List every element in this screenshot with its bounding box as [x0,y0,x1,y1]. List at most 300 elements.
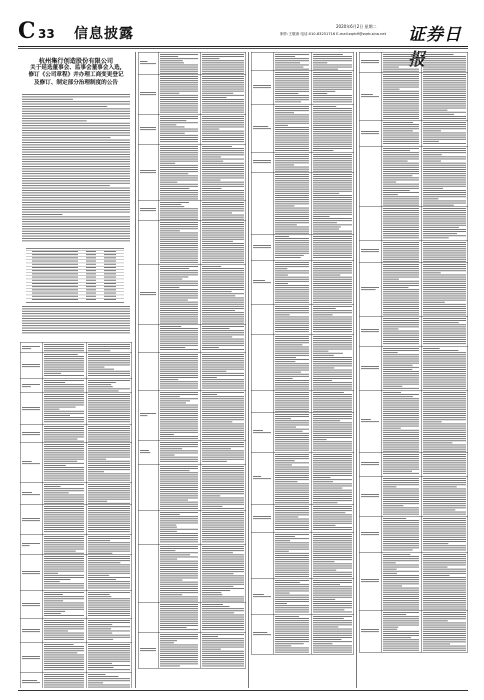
text-line [313,363,352,364]
text-line [202,295,235,296]
text-line [275,460,295,461]
section-title: 信息披露 [74,26,134,42]
text-line [202,300,244,301]
text-line [160,365,198,366]
text-line [423,400,466,401]
text-line [88,373,130,374]
text-line [202,334,244,335]
text-line [383,293,419,294]
text-line [88,365,130,366]
text-line [423,122,466,123]
text-line [160,308,198,309]
text-line [423,143,466,144]
text-line [88,409,130,410]
text-line [313,512,345,513]
text-line [423,335,466,336]
text-line [22,494,40,495]
text-line [22,123,130,124]
text-line [160,571,198,572]
text-line [383,225,419,226]
text-line [423,106,466,107]
text-line [383,456,419,457]
text-line [202,188,221,189]
text-line [202,341,244,342]
text-line [423,535,466,536]
text-line [275,465,292,466]
text-line [383,465,419,466]
text-line [202,535,244,536]
text-line [44,461,77,462]
text-line [313,171,352,172]
text-line [202,578,244,579]
text-line [383,415,419,416]
text-line [44,373,61,374]
text-line [22,101,130,102]
text-line [160,208,198,209]
text-line [275,178,309,179]
text-line [275,542,309,543]
text-line [202,241,233,242]
text-line [275,95,309,96]
text-line [32,264,78,265]
text-line [313,481,333,482]
text-line [202,424,244,425]
text-line [313,233,352,234]
text-line [383,543,419,544]
text-line [44,637,84,638]
text-line [44,527,84,528]
text-line [88,432,130,433]
text-line [423,377,466,378]
text-line [423,175,466,176]
text-line [383,56,419,57]
text-line [202,204,244,205]
column-divider [135,52,136,688]
table-rule [158,52,159,668]
text-line [160,127,185,128]
text-line [423,520,466,521]
text-line [160,448,182,449]
text-line [202,146,232,147]
text-line [383,283,419,284]
text-line [383,302,419,303]
text-line [202,386,244,387]
text-line [160,520,198,521]
text-line [423,190,466,191]
text-line [140,210,156,211]
text-line [22,180,130,181]
text-line [275,125,288,126]
table-rule [138,544,246,545]
text-line [22,142,130,143]
text-line [160,287,179,288]
text-line [202,73,244,74]
text-line [160,617,198,618]
text-line [44,577,84,578]
text-line [44,644,74,645]
text-line [313,357,352,358]
text-line [22,176,130,177]
text-line [22,219,130,220]
text-line [44,413,84,414]
text-line [44,562,84,563]
text-line [202,91,244,92]
text-line [423,469,466,470]
text-line [44,569,84,570]
text-line [253,282,271,283]
text-line [160,316,198,317]
text-line [361,496,379,497]
text-line [160,373,198,374]
text-line [202,383,244,384]
table-rule [251,52,252,654]
text-line [44,384,84,385]
text-line [383,565,419,566]
text-line [104,286,116,287]
text-line [275,427,296,428]
text-line [202,649,221,650]
text-line [275,340,309,341]
text-line [88,661,130,662]
text-line [383,486,396,487]
text-line [313,361,352,362]
text-line [202,137,244,138]
text-line [423,216,466,217]
text-line [383,547,419,548]
text-line [383,590,419,591]
text-line [44,398,84,399]
text-line [202,466,244,467]
text-line [383,74,419,75]
text-line [383,331,419,332]
text-line [313,162,352,163]
text-line [160,502,198,503]
text-line [275,407,309,408]
text-line [88,588,130,589]
text-line [275,605,309,606]
text-line [383,495,419,496]
text-line [383,171,419,172]
text-line [202,377,217,378]
text-line [275,435,309,436]
text-line [275,110,309,111]
text-line [32,273,78,274]
text-line [160,450,198,451]
text-line [202,479,244,480]
text-line [313,500,352,501]
text-line [22,545,30,546]
text-line [423,456,466,457]
text-line [383,384,419,385]
text-line [160,533,198,534]
text-line [160,295,198,296]
table-rule [20,554,132,555]
text-line [423,350,458,351]
table-rule [20,352,132,353]
text-line [88,644,130,645]
text-line [313,601,352,602]
text-line [383,396,413,397]
text-line [202,625,244,626]
text-line [275,114,309,115]
text-line [160,175,198,176]
text-line [313,620,352,621]
text-line [86,267,96,268]
table-rule [359,476,468,477]
text-line [383,322,419,323]
table-rule [359,262,468,263]
text-line [160,230,180,231]
text-line [86,289,96,290]
text-line [202,208,244,209]
text-line [44,396,84,397]
text-line [160,371,198,372]
text-line [313,291,352,292]
text-line [253,432,271,433]
text-line [275,584,309,585]
text-line [88,639,113,640]
text-line [423,324,466,325]
text-line [160,663,198,664]
text-line [44,538,84,539]
text-line [202,180,220,181]
text-line [313,101,352,102]
text-line [202,514,244,515]
text-line [160,442,198,443]
table-rule [138,352,246,353]
text-line [383,493,419,494]
text-line [44,605,84,606]
text-line [88,540,110,541]
text-line [383,264,419,265]
text-line [88,669,130,670]
text-line [361,289,376,290]
text-line [202,260,244,261]
text-line [423,550,466,551]
text-line [88,402,130,403]
text-line [423,629,466,630]
text-line [313,212,352,213]
text-line [313,140,352,141]
text-line [275,538,309,539]
text-line [383,272,419,273]
text-line [313,514,352,515]
text-line [202,608,244,609]
text-line [313,306,352,307]
table-rule [359,146,468,147]
text-line [423,108,466,109]
text-line [383,112,419,113]
text-line [275,396,309,397]
text-line [44,657,84,658]
text-line [22,200,130,201]
text-line [44,598,84,599]
text-line [383,285,419,286]
table-rule [359,120,468,121]
text-line [140,415,147,416]
text-line [313,425,352,426]
text-line [275,251,309,252]
text-line [160,163,175,164]
text-line [44,615,84,616]
text-line [160,573,198,574]
text-line [22,111,130,112]
text-line [313,214,352,215]
text-line [383,451,419,452]
text-line [275,405,309,406]
text-line [202,228,244,229]
text-line [202,498,244,499]
text-line [160,182,177,183]
table-rule [273,52,274,654]
text-line [44,609,84,610]
text-line [202,419,244,420]
text-line [202,249,244,250]
table-rule [138,602,246,603]
text-line [44,469,84,470]
text-line [44,444,84,445]
text-line [383,108,419,109]
text-line [160,563,198,564]
text-line [423,369,466,370]
text-line [383,579,419,580]
text-line [313,127,352,128]
text-line [423,641,466,642]
text-line [313,287,352,288]
text-line [104,257,116,258]
text-line [22,366,40,367]
text-line [423,208,466,209]
text-line [160,483,198,484]
text-line [44,499,84,500]
text-line [383,424,419,425]
text-line [88,434,130,435]
text-line [22,137,111,138]
text-line [275,291,309,292]
text-line [383,432,419,433]
text-line [202,87,244,88]
table-rule [311,52,312,654]
text-line [202,457,244,458]
text-line [202,330,244,331]
text-line [313,607,352,608]
text-line [253,245,271,246]
text-line [313,547,352,548]
text-line [160,434,174,435]
table-rule [138,144,246,145]
text-line [313,414,352,415]
text-line [423,361,466,362]
text-line [313,643,332,644]
text-line [423,503,466,504]
text-line [383,116,419,117]
text-line [202,504,244,505]
text-line [423,329,466,330]
text-line [160,310,198,311]
text-line [423,300,466,301]
text-line [275,629,309,630]
text-line [313,312,352,313]
text-line [383,440,419,441]
text-line [383,69,419,70]
text-line [160,93,179,94]
text-line [22,195,130,196]
text-line [253,632,267,633]
text-line [160,552,198,553]
text-line [88,371,130,372]
text-line [202,347,219,348]
text-line [313,429,352,430]
text-line [202,58,219,59]
text-line [202,417,244,418]
text-line [88,547,130,548]
text-line [313,574,352,575]
text-line [275,631,309,632]
text-line [383,575,419,576]
text-line [423,565,466,566]
text-line [202,129,219,130]
text-line [383,80,419,81]
text-line [202,105,244,106]
text-line [22,311,130,312]
text-line [383,648,419,649]
text-line [423,396,466,397]
text-line [313,195,352,196]
text-line [44,529,84,530]
text-line [202,239,244,240]
text-line [313,389,352,390]
text-line [313,251,352,252]
text-line [275,595,309,596]
text-line [275,650,309,651]
text-line [275,477,309,478]
text-line [160,367,198,368]
text-line [383,445,419,446]
text-line [423,489,466,490]
text-line [104,296,116,297]
text-line [88,607,130,608]
text-line [202,118,244,119]
text-line [88,448,130,449]
text-line [383,514,419,515]
text-line [140,61,147,62]
text-line [44,665,84,666]
text-line [202,272,244,273]
text-line [383,491,419,492]
text-line [423,505,466,506]
text-line [275,607,309,608]
text-line [160,647,198,648]
text-line [423,598,466,599]
text-line [22,658,40,659]
text-line [423,352,466,353]
text-line [275,502,309,503]
text-line [104,280,116,281]
text-line [88,430,130,431]
text-line [423,512,466,513]
text-line [160,213,198,214]
text-line [104,264,116,265]
text-line [86,273,96,274]
column-divider [356,52,357,688]
text-line [88,467,130,468]
text-line [383,388,419,389]
text-line [88,685,130,686]
text-line [202,82,244,83]
text-line [202,569,244,570]
text-line [160,150,198,151]
text-line [275,289,309,290]
